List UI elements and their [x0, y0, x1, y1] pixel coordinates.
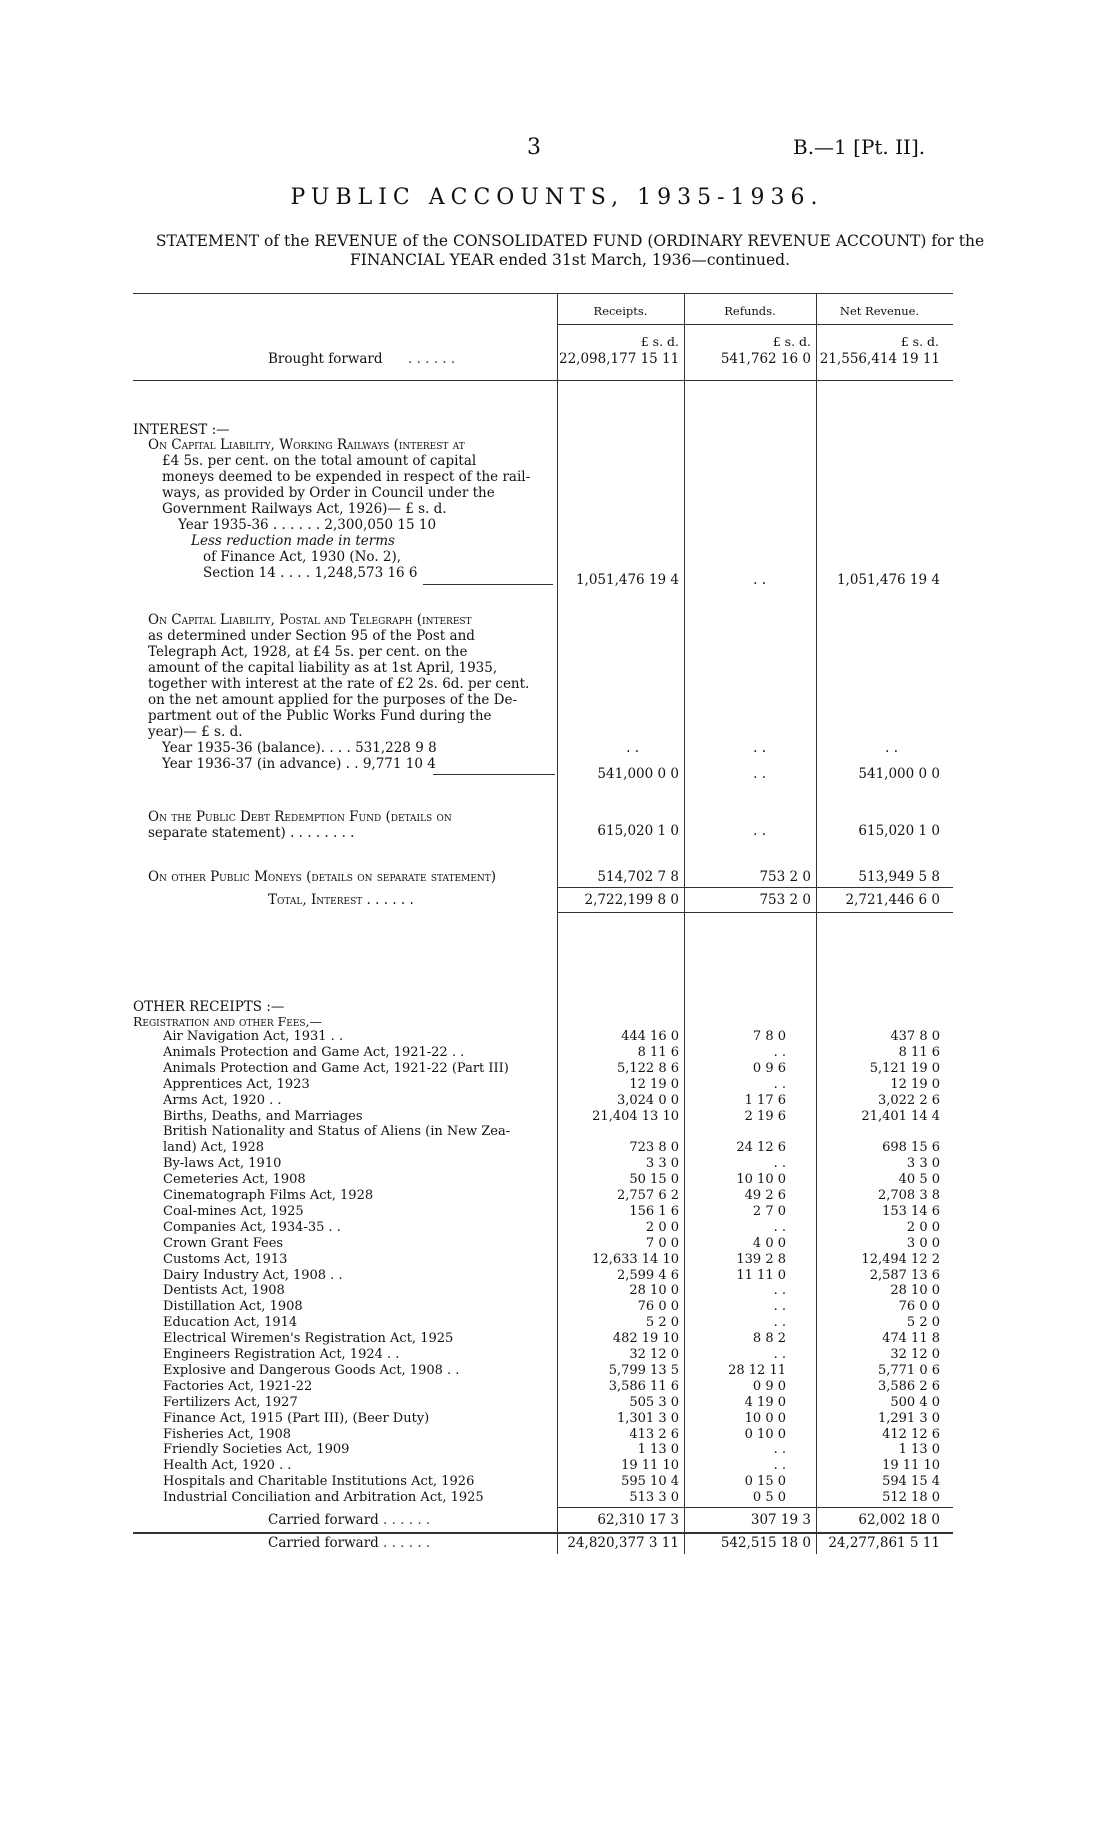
section-rule — [133, 380, 953, 381]
divider-net — [816, 1530, 817, 1554]
fee-item-refunds: 49 2 6 — [744, 1188, 786, 1203]
fee-item-refunds: 0 15 0 — [744, 1474, 786, 1490]
fee-item-refunds: 139 2 8 — [736, 1251, 786, 1267]
statement-subtitle: STATEMENT of the REVENUE of the CONSOLIDATED FUND (ORDINARY REVENUE ACCOUNT) for the FINANCIAL YEAR ended 31st March, 1936—continued. — [155, 232, 985, 269]
header-refunds: Refunds. — [724, 304, 776, 318]
fee-item-refunds: 10 10 0 — [736, 1172, 786, 1188]
subtotal-receipts: 62,310 17 3 — [597, 1512, 679, 1528]
other-moneys-net: 513,949 5 8 — [858, 869, 940, 885]
divider-refunds — [684, 1530, 685, 1554]
fee-item-net: 2 0 0 — [906, 1219, 940, 1235]
postal-net: 541,000 0 0 — [858, 766, 940, 782]
fee-item-receipts: 1 13 0 — [637, 1442, 679, 1458]
fee-item-receipts: 50 15 0 — [629, 1172, 679, 1188]
fee-item-net: 21,401 14 4 — [861, 1108, 940, 1124]
fee-item-refunds: 4 19 0 — [744, 1394, 786, 1410]
fee-item-label: Cemeteries Act, 1908 — [163, 1172, 306, 1188]
subtotal-rule — [423, 584, 553, 585]
fee-item-label: Factories Act, 1921-22 — [163, 1378, 313, 1394]
fee-item-refunds: . . — [773, 1347, 786, 1362]
fee-item-receipts: 505 3 0 — [629, 1394, 679, 1410]
carried-forward-label: Carried forward — [268, 1535, 379, 1551]
fee-item-receipts: 2,757 6 2 — [616, 1188, 679, 1203]
fee-item-refunds: 2 7 0 — [752, 1203, 786, 1219]
postal-receipts-blank: . . — [626, 740, 639, 756]
other-moneys-refunds: 753 2 0 — [759, 869, 811, 885]
postal-line: together with interest at the rate of £2 2s. 6d. per cent. — [148, 676, 530, 692]
fee-item-receipts: 19 11 10 — [621, 1458, 679, 1474]
working-railways-less: of Finance Act, 1930 (No. 2), — [203, 549, 402, 565]
fee-item-label: By-laws Act, 1910 — [163, 1156, 282, 1172]
debt-redemption-net: 615,020 1 0 — [858, 823, 940, 839]
subtotal-refunds: 307 19 3 — [750, 1512, 811, 1528]
brought-forward-label: Brought forward — [268, 351, 383, 367]
working-railways-less: Section 14 . . . . 1,248,573 16 6 — [203, 565, 418, 581]
units-refunds: £ s. d. — [772, 334, 811, 349]
fee-item-label: Companies Act, 1934-35 . . — [163, 1219, 341, 1235]
fee-item-label: Friendly Societies Act, 1909 — [163, 1442, 350, 1458]
fee-item-net: 76 0 0 — [898, 1299, 940, 1315]
fee-item-label: Air Navigation Act, 1931 . . — [163, 1029, 344, 1044]
brought-forward-net: 21,556,414 19 11 — [819, 351, 940, 367]
fee-item-receipts: 156 1 6 — [629, 1203, 679, 1219]
fee-item-receipts: 1,301 3 0 — [616, 1410, 679, 1426]
fee-item-label: Animals Protection and Game Act, 1921-22 . . — [163, 1044, 465, 1060]
debt-redemption-line: On the Public Debt Redemption Fund (details on — [148, 809, 452, 825]
page-number: 3 — [527, 135, 541, 160]
fee-item-refunds: 11 11 0 — [736, 1267, 786, 1283]
fee-item-net: 3 0 0 — [906, 1235, 940, 1251]
fee-item-receipts: 5 2 0 — [645, 1315, 679, 1331]
postal-refunds: . . — [753, 766, 766, 782]
fee-item-refunds: . . — [773, 1219, 786, 1235]
working-railways-year: Year 1935-36 . . . . . . 2,300,050 15 10 — [178, 517, 437, 533]
fee-item-refunds: . . — [773, 1442, 786, 1458]
revenue-table — [133, 293, 953, 1531]
fee-item-receipts: 32 12 0 — [629, 1347, 679, 1362]
total-interest-refunds: 753 2 0 — [759, 892, 811, 908]
fee-item-receipts: 28 10 0 — [629, 1283, 679, 1299]
fee-item-receipts: 723 8 0 — [629, 1140, 679, 1156]
fee-item-refunds: 0 9 6 — [752, 1060, 786, 1076]
working-railways-net: 1,051,476 19 4 — [836, 572, 940, 588]
fee-item-receipts: 5,799 13 5 — [608, 1362, 679, 1378]
fee-item-label: Cinematograph Films Act, 1928 — [163, 1188, 374, 1203]
fee-item-label: Education Act, 1914 — [163, 1315, 298, 1331]
fee-item-label: Hospitals and Charitable Institutions Act, 1926 — [163, 1474, 475, 1490]
fee-item-net: 12,494 12 2 — [861, 1251, 940, 1267]
postal-line: year)— £ s. d. — [148, 724, 243, 740]
fee-item-net: 12 19 0 — [890, 1076, 940, 1092]
postal-line: On Capital Liability, Postal and Telegraph (interest — [148, 612, 472, 628]
subtotal-rule — [433, 774, 555, 775]
working-railways-less: Less reduction made in terms — [191, 533, 395, 549]
fee-item-receipts: 3,586 11 6 — [608, 1378, 679, 1394]
fee-item-net: 5,121 19 0 — [869, 1060, 940, 1076]
fee-item-net: 32 12 0 — [890, 1347, 940, 1362]
debt-redemption-line: separate statement) . . . . . . . . — [148, 825, 355, 841]
fee-item-label: Fertilizers Act, 1927 — [163, 1394, 298, 1410]
fee-item-receipts: 2,599 4 6 — [616, 1267, 679, 1283]
fee-item-receipts: 413 2 6 — [629, 1426, 679, 1442]
fee-item-net: 474 11 8 — [882, 1331, 940, 1347]
fee-item-receipts: 12,633 14 10 — [592, 1251, 679, 1267]
fee-item-label: Engineers Registration Act, 1924 . . — [163, 1347, 400, 1362]
fee-item-receipts: 76 0 0 — [637, 1299, 679, 1315]
leader-dots: . . . . . . — [383, 1535, 431, 1551]
working-railways-receipts: 1,051,476 19 4 — [575, 572, 679, 588]
fee-item-net: 512 18 0 — [882, 1490, 940, 1506]
total-rule — [557, 912, 953, 913]
fee-item-receipts: 444 16 0 — [621, 1029, 679, 1044]
total-interest-receipts: 2,722,199 8 0 — [584, 892, 679, 908]
working-railways-line: ways, as provided by Order in Council under the — [162, 485, 495, 501]
postal-year: Year 1935-36 (balance). . . . 531,228 9 8 — [162, 740, 437, 756]
fee-item-receipts: 2 0 0 — [645, 1219, 679, 1235]
fee-item-net: 500 4 0 — [890, 1394, 940, 1410]
fee-item-refunds: 1 17 6 — [744, 1092, 786, 1108]
fee-item-net: 5 2 0 — [906, 1315, 940, 1331]
fee-item-refunds: 24 12 6 — [736, 1140, 786, 1156]
fee-item-receipts: 7 0 0 — [645, 1235, 679, 1251]
debt-redemption-refunds: . . — [753, 823, 766, 839]
fee-item-net: 1 13 0 — [898, 1442, 940, 1458]
fee-item-net: 3,022 2 6 — [877, 1092, 940, 1108]
fee-item-label: Births, Deaths, and Marriages — [163, 1108, 363, 1124]
fee-item-net: 19 11 10 — [882, 1458, 940, 1474]
fee-item-label: Dentists Act, 1908 — [163, 1283, 285, 1299]
document-reference: B.—1 [Pt. II]. — [793, 135, 926, 159]
fee-item-refunds: . . — [773, 1315, 786, 1331]
brought-forward-receipts: 22,098,177 15 11 — [559, 351, 680, 367]
fee-item-label: British Nationality and Status of Aliens (in New Zea- — [163, 1124, 511, 1140]
fee-item-label: land) Act, 1928 — [163, 1140, 265, 1156]
leader-dots: . . . . . . — [408, 351, 456, 367]
postal-line: on the net amount applied for the purposes of the De- — [148, 692, 518, 708]
fee-item-refunds: 4 0 0 — [752, 1235, 786, 1251]
working-railways-line: moneys deemed to be expended in respect of the rail- — [162, 469, 531, 485]
fee-item-refunds: . . — [773, 1299, 786, 1315]
fee-item-net: 437 8 0 — [890, 1029, 940, 1044]
fee-item-label: Coal-mines Act, 1925 — [163, 1203, 304, 1219]
fee-item-label: Dairy Industry Act, 1908 . . — [163, 1267, 343, 1283]
total-rule — [557, 887, 953, 888]
fee-item-refunds: 8 8 2 — [752, 1331, 786, 1347]
fee-item-label: Arms Act, 1920 . . — [163, 1092, 282, 1108]
fee-item-net: 5,771 0 6 — [877, 1362, 940, 1378]
fee-item-net: 412 12 6 — [882, 1426, 940, 1442]
fee-item-net: 3,586 2 6 — [877, 1378, 940, 1394]
header-receipts: Receipts. — [593, 304, 648, 318]
fee-item-refunds: 0 5 0 — [752, 1490, 786, 1506]
header-net: Net Revenue. — [839, 304, 920, 318]
fee-item-label: Explosive and Dangerous Goods Act, 1908 . . — [163, 1362, 460, 1378]
fee-item-label: Animals Protection and Game Act, 1921-22 (Part III) — [163, 1060, 509, 1076]
fee-item-receipts: 21,404 13 10 — [592, 1108, 679, 1124]
header-rule — [557, 324, 953, 325]
fee-item-refunds: . . — [773, 1076, 786, 1092]
fee-item-label: Fisheries Act, 1908 — [163, 1426, 292, 1442]
fee-item-receipts: 595 10 4 — [621, 1474, 679, 1490]
fee-item-label: Crown Grant Fees — [163, 1235, 284, 1251]
fee-item-refunds: . . — [773, 1458, 786, 1474]
subtotal-net: 62,002 18 0 — [858, 1512, 940, 1528]
fee-item-refunds: 28 12 11 — [728, 1362, 786, 1378]
fee-item-net: 153 14 6 — [882, 1203, 940, 1219]
fee-item-refunds: 0 9 0 — [752, 1378, 786, 1394]
fee-item-receipts: 482 19 10 — [612, 1331, 679, 1347]
fee-item-refunds: 2 19 6 — [744, 1108, 786, 1124]
fee-item-receipts: 12 19 0 — [629, 1076, 679, 1092]
postal-year: Year 1936-37 (in advance) . . 9,771 10 4 — [162, 756, 436, 772]
working-railways-line: £4 5s. per cent. on the total amount of capital — [162, 453, 477, 469]
fee-item-label: Electrical Wiremen's Registration Act, 1925 — [163, 1331, 454, 1347]
subtotal-label: Carried forward — [268, 1512, 379, 1528]
fee-item-receipts: 513 3 0 — [629, 1490, 679, 1506]
working-railways-refunds: . . — [753, 572, 766, 588]
fee-item-refunds: . . — [773, 1156, 786, 1172]
fee-item-net: 594 15 4 — [882, 1474, 940, 1490]
fee-item-net: 698 15 6 — [882, 1140, 940, 1156]
fee-item-label: Apprentices Act, 1923 — [163, 1076, 310, 1092]
fee-item-receipts: 3 3 0 — [645, 1156, 679, 1172]
postal-line: partment out of the Public Works Fund during the — [148, 708, 492, 724]
postal-line: Telegraph Act, 1928, at £4 5s. per cent. on the — [148, 644, 468, 660]
carried-forward-receipts: 24,820,377 3 11 — [567, 1535, 679, 1551]
fee-item-receipts: 3,024 0 0 — [616, 1092, 679, 1108]
debt-redemption-receipts: 615,020 1 0 — [597, 823, 679, 839]
total-interest-net: 2,721,446 6 0 — [845, 892, 940, 908]
postal-net-blank: . . — [885, 740, 898, 756]
postal-receipts: 541,000 0 0 — [597, 766, 679, 782]
fee-item-receipts: 5,122 8 6 — [616, 1060, 679, 1076]
fee-item-net: 1,291 3 0 — [877, 1410, 940, 1426]
fee-item-label: Customs Act, 1913 — [163, 1251, 288, 1267]
fee-item-net: 2,708 3 8 — [877, 1188, 940, 1203]
fee-item-label: Finance Act, 1915 (Part III), (Beer Duty) — [163, 1410, 430, 1426]
fee-item-net: 3 3 0 — [906, 1156, 940, 1172]
other-moneys-receipts: 514,702 7 8 — [597, 869, 679, 885]
fee-item-net: 28 10 0 — [890, 1283, 940, 1299]
brought-forward-refunds: 541,762 16 0 — [720, 351, 811, 367]
fee-item-net: 8 11 6 — [898, 1044, 940, 1060]
fees-subheading: Registration and other Fees,— — [133, 1014, 323, 1029]
working-railways-line: On Capital Liability, Working Railways (interest at — [148, 437, 465, 453]
other-moneys-label: On other Public Moneys (details on separate statement) — [148, 869, 497, 885]
units-receipts: £ s. d. — [640, 334, 679, 349]
fee-item-refunds: 0 10 0 — [744, 1426, 786, 1442]
fee-item-refunds: . . — [773, 1283, 786, 1299]
fee-item-label: Distillation Act, 1908 — [163, 1299, 303, 1315]
page-title: PUBLIC ACCOUNTS, 1935-1936. — [290, 185, 824, 210]
units-net: £ s. d. — [900, 334, 939, 349]
postal-line: as determined under Section 95 of the Post and — [148, 628, 475, 644]
carried-forward-refunds: 542,515 18 0 — [720, 1535, 811, 1551]
fee-item-net: 40 5 0 — [898, 1172, 940, 1188]
fee-item-receipts: 8 11 6 — [637, 1044, 679, 1060]
leader-dots: . . . . . . — [383, 1512, 431, 1528]
fee-item-refunds: 10 0 0 — [744, 1410, 786, 1426]
fee-item-refunds: 7 8 0 — [752, 1029, 786, 1044]
fee-item-refunds: . . — [773, 1044, 786, 1060]
postal-refunds-blank: . . — [753, 740, 766, 756]
postal-line: amount of the capital liability as at 1st April, 1935, — [148, 660, 498, 676]
total-interest-label: Total, Interest . . . . . . — [268, 892, 414, 908]
other-receipts-heading: OTHER RECEIPTS :— — [133, 999, 285, 1015]
fee-item-label: Industrial Conciliation and Arbitration Act, 1925 — [163, 1490, 484, 1506]
subtotal-rule — [557, 1507, 953, 1508]
fee-item-label: Health Act, 1920 . . — [163, 1458, 292, 1474]
divider-receipts — [557, 1530, 558, 1554]
fee-item-net: 2,587 13 6 — [869, 1267, 940, 1283]
carried-forward-rule — [133, 1532, 953, 1534]
interest-heading: INTEREST :— — [133, 422, 230, 438]
working-railways-line: Government Railways Act, 1926)— £ s. d. — [162, 501, 447, 517]
carried-forward-net: 24,277,861 5 11 — [828, 1535, 940, 1551]
